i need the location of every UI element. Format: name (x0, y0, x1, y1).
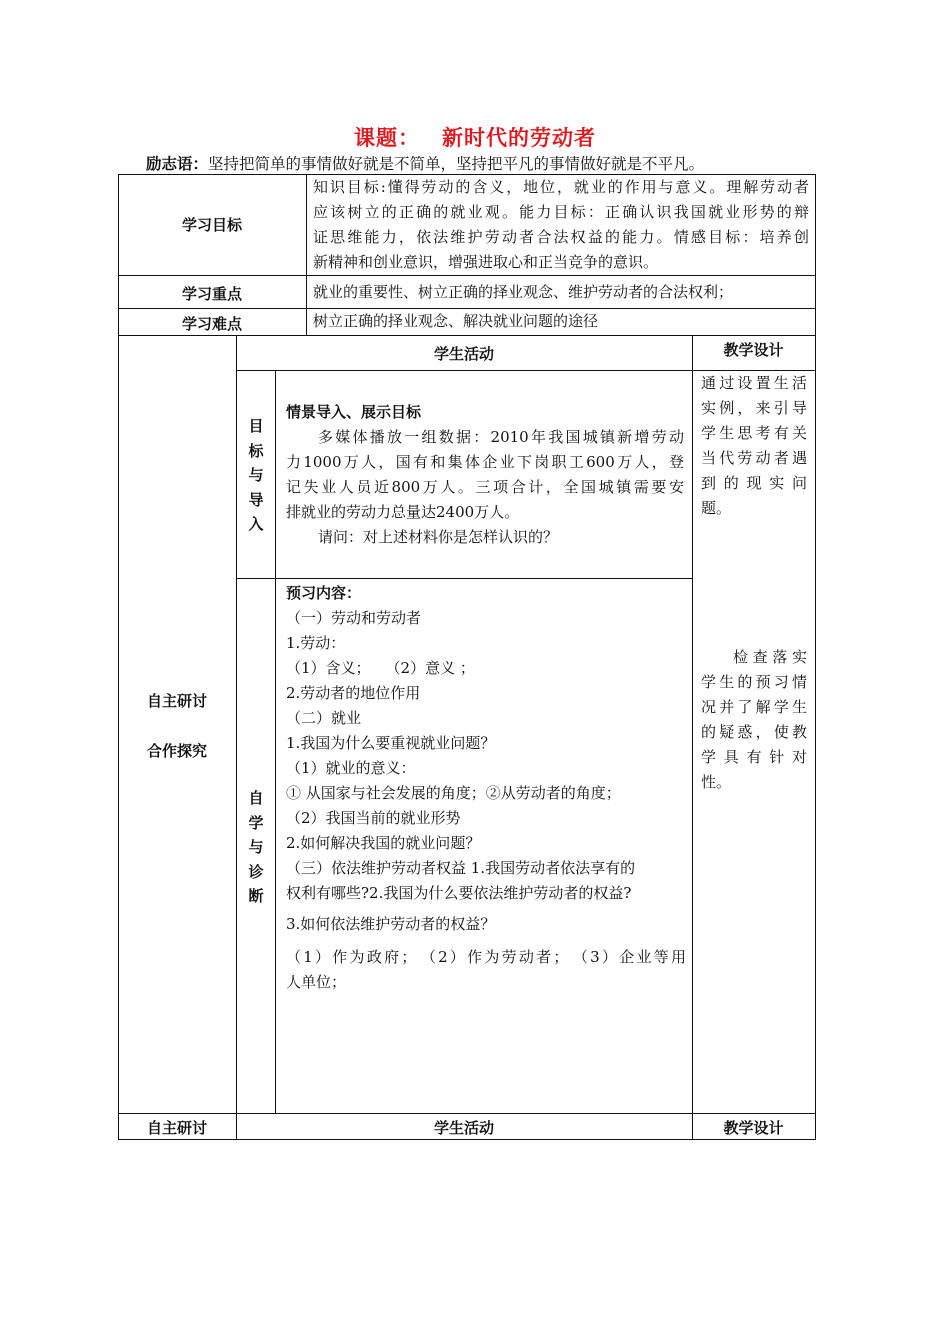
section2-line: （1）就业的意义： (286, 759, 416, 777)
column-divider (275, 370, 276, 1114)
design-note-line: 检查落实 (733, 648, 807, 666)
goal-line: 证思维能力，依法维护劳动者合法权益的能力。情感目标：培养创 (313, 228, 809, 246)
left-label-1: 自主研讨 (146, 692, 207, 710)
section2-line: （一）劳动和劳动者 (286, 609, 422, 627)
table-bottom-border (118, 1139, 816, 1140)
difficult-text: 树立正确的择业观念、解决就业问题的途径 (313, 312, 599, 330)
student-activity-header: 学生活动 (433, 345, 494, 363)
vertical-char: 目 (248, 417, 264, 435)
section2-line: 2.劳动者的地位作用 (286, 684, 421, 702)
design-note-line: 当代劳动者遇 (701, 449, 807, 467)
goal-text (313, 175, 809, 275)
section2-vertical-label (246, 786, 266, 909)
column-divider (692, 335, 693, 1140)
section2-line: （三）依法维护劳动者权益 1.我国劳动者依法享有的 (286, 859, 636, 877)
column-divider (236, 335, 237, 1140)
vertical-char: 断 (248, 887, 264, 905)
key-text: 就业的重要性、树立正确的择业观念、维护劳动者的合法权利； (313, 283, 734, 301)
row-divider (118, 275, 816, 276)
motto (146, 152, 704, 174)
vertical-char: 诊 (248, 862, 264, 881)
motto-label: 励志语： (146, 155, 209, 173)
design-note-line: 学生思考有关 (701, 424, 807, 442)
footer-student-activity: 学生活动 (433, 1119, 494, 1137)
vertical-char: 自 (248, 789, 264, 807)
column-divider (306, 174, 307, 336)
section1-line: 请问：对上述材料你是怎样认识的？ (318, 528, 559, 546)
goal-label: 学习目标 (181, 216, 242, 234)
design-note-line: 实例，来引导 (701, 399, 807, 417)
section2-line: 2.如何解决我国的就业问题？ (286, 834, 481, 852)
footer-label: 自主研讨 (146, 1119, 207, 1137)
design-note-line: 学生的预习情 (701, 673, 807, 691)
section2-line: 人单位； (286, 973, 347, 991)
motto-text: 坚持把简单的事情做好就是不简单，坚持把平凡的事情做好就是不平凡。 (208, 155, 705, 173)
design-note-line: 题。 (701, 499, 732, 517)
section1-line: 力1000万人，国有和集体企业下岗职工600万人，登 (286, 453, 684, 471)
goal-line: 新精神和创业意识，增强进取心和正当竞争的意识。 (313, 253, 659, 271)
section2-line: （二）就业 (286, 709, 362, 727)
vertical-char: 入 (248, 515, 264, 533)
section2-line: （2）我国当前的就业形势 (286, 809, 461, 827)
section2-line: 预习内容： (286, 584, 362, 602)
key-label: 学习重点 (181, 285, 242, 303)
teaching-design-header: 教学设计 (723, 341, 784, 359)
section2-line: 3.如何依法维护劳动者的权益？ (286, 915, 496, 933)
design-note-line: 学具有针对 (701, 748, 807, 766)
section2-line: ① 从国家与社会发展的角度；②从劳动者的角度； (286, 784, 621, 802)
row-divider (118, 335, 816, 336)
section2-line: （1）含义； （2）意义 ； (286, 659, 475, 677)
design-note-1 (701, 371, 807, 521)
design-note-line: 到的现实问 (701, 474, 807, 492)
design-note-line: 况并了解学生 (701, 698, 807, 716)
section2-line: 权利有哪些?2.我国为什么要依法维护劳动者的权益? (286, 884, 632, 902)
section-divider (236, 578, 692, 579)
design-note-line: 通过设置生活 (701, 374, 807, 392)
left-label-2: 合作探究 (146, 742, 207, 760)
vertical-char: 标 (248, 441, 264, 460)
section2-content (286, 581, 686, 995)
section1-line: 记失业人员近800万人。三项合计，全国城镇需要安 (286, 478, 684, 496)
section1-content (286, 400, 684, 550)
vertical-char: 学 (248, 813, 264, 832)
section1-vertical-label (246, 414, 266, 537)
footer-teaching-design: 教学设计 (723, 1119, 784, 1137)
section2-line: （1）作为政府； （2）作为劳动者； （3）企业等用 (286, 948, 686, 966)
page-title (0, 122, 950, 152)
difficult-label: 学习难点 (181, 315, 242, 333)
section1-line: 排就业的劳动力总量达2400万人。 (286, 503, 520, 521)
vertical-char: 导 (248, 490, 264, 509)
row-divider (118, 1113, 816, 1114)
section1-line: 多媒体播放一组数据：2010年我国城镇新增劳动 (318, 428, 684, 446)
goal-line: 知识目标:懂得劳动的含义，地位，就业的作用与意义。理解劳动者 (313, 178, 809, 196)
title-text: 新时代的劳动者 (442, 126, 596, 150)
section2-line: 1.劳动： (286, 634, 346, 652)
goal-line: 应该树立的正确的就业观。能力目标：正确认识我国就业形势的辩 (313, 203, 809, 221)
section2-line: 1.我国为什么要重视就业问题？ (286, 734, 496, 752)
design-note-line: 的疑惑，使教 (701, 723, 807, 741)
vertical-char: 与 (248, 838, 264, 856)
section1-heading: 情景导入、展示目标 (286, 403, 422, 421)
design-note-line: 性。 (701, 773, 732, 791)
design-note-2 (701, 645, 807, 795)
table-right-border (815, 174, 816, 1140)
title-prefix: 课题： (354, 126, 420, 150)
vertical-char: 与 (248, 466, 264, 484)
